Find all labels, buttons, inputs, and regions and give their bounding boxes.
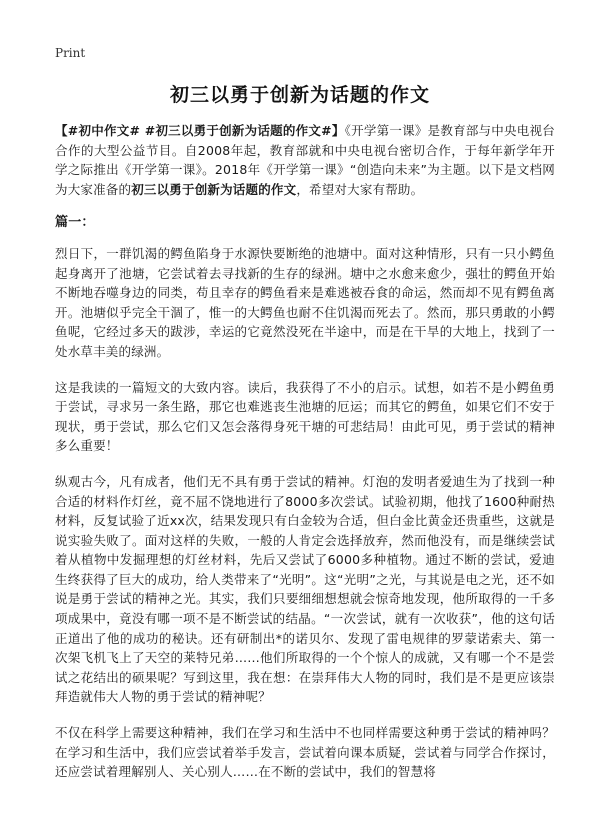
page-title: 初三以勇于创新为话题的作文 xyxy=(169,84,430,106)
intro-tag: 【#初中作文# #初三以勇于创新为话题的作文#】 xyxy=(55,123,345,138)
body-paragraph-3: 纵观古今，凡有成者，他们无不具有勇于尝试的精神。灯泡的发明者爱迪生为了找到一种合适的材料作灯丝，竟不屈不饶地进行了8000多次尝试。试验初期，他找了1600种耐热材料，反复试验了近xx次，结果发现只有白金较为合适，但白金比黄金还贵重些，这就是说实验失败了。面对这样的失败，一般的人肯定会选择放弃，然而他没有，而是继续尝试着从植物中发掘理想的灯丝材料，先后又尝试了6000多种植物。通过不断的尝试，爱迪生终获得了巨大的成功，给人类带来了“光明”。这“光明”之光，与其说是电之光，还不如说是勇于尝试的精神之光。其实，我们只要细细想想就会惊奇地发现，他所取得的一千多项成果中，竟没有哪一项不是不断尝试的结晶。“一次尝试，就有一次收获”，他的这句话正道出了他的成功的秘诀。还有研制出*的诺贝尔、发现了雷电规律的罗蒙诺索夫、第一次架飞机飞上了天空的莱特兄弟……他们所取得的一个个惊人的成就，又有哪一个不是尝试之花结出的硕果呢？写到这里，我在想：在崇拜伟大人物的同时，我们是不是更应该崇拜造就伟大人物的勇于尝试的精神呢？ xyxy=(55,473,555,705)
section-heading: 篇一： xyxy=(55,215,95,231)
body-paragraph-4: 不仅在科学上需要这种精神，我们在学习和生活中不也同样需要这种勇于尝试的精神吗？在学习和生活中，我们应尝试着举手发言，尝试着向课本质疑，尝试着与同学合作探讨，还应尝试着理解别人、关心别人……在不断的尝试中，我们的智慧将 xyxy=(55,725,555,780)
intro-paragraph xyxy=(55,121,555,199)
article-body xyxy=(55,121,555,782)
print-label: Print xyxy=(55,46,86,60)
intro-bold-phrase: 初三以勇于创新为话题的作文 xyxy=(131,181,297,197)
intro-text-2: ，希望对大家有帮助。 xyxy=(296,181,424,197)
body-paragraph-2: 这是我读的一篇短文的大致内容。读后，我获得了不小的启示。试想，如若不是小鳄鱼勇于尝试，寻求另一条生路，那它也难逃丧生池塘的厄运；而其它的鳄鱼，如果它们不安于现状，勇于尝试，那么它们又怎会落得身死干塘的可悲结局！由此可见，勇于尝试的精神多么重要！ xyxy=(55,379,555,454)
intro-text-1: 《开学第一课》是教育部与中央电视台合作的大型公益节目。自2008年起，教育部就和中央电视台密切合作，于每年新学年开学之际推出《开学第一课》。2018年《开学第一课》“创造向未来”为主题。以下是文档网为大家准备的 xyxy=(55,123,555,197)
body-paragraph-1: 烈日下，一群饥渴的鳄鱼陷身于水源快要断绝的池塘中。面对这种情形，只有一只小鳄鱼起身离开了池塘，它尝试着去寻找新的生存的绿洲。塘中之水愈来愈少，强壮的鳄鱼开始不断地吞噬身边的同类，苟且幸存的鳄鱼看来是难逃被吞食的命运，然而却不见有鳄鱼离开。池塘似乎完全干涸了，惟一的大鳄鱼也耐不住饥渴而死去了。然而，那只勇敢的小鳄鱼呢，它经过多天的跋涉，幸运的它竟然没死在半途中，而是在干旱的大地上，找到了一处水草丰美的绿洲。 xyxy=(55,245,555,359)
